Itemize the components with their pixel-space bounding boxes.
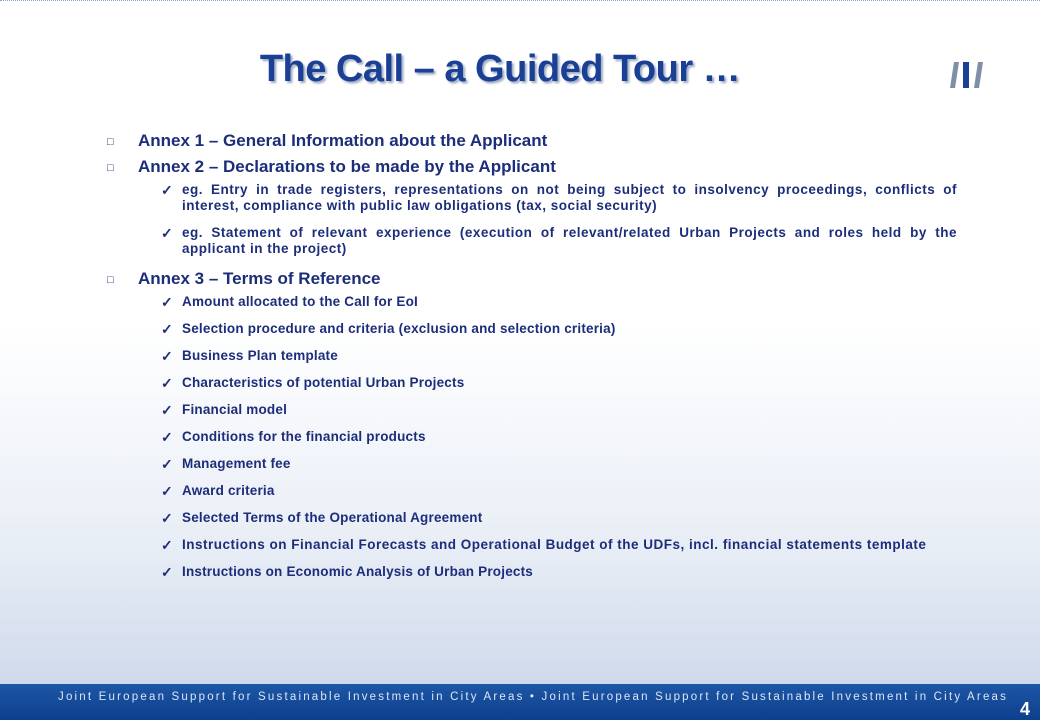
checkmark-icon: ✓ (161, 537, 174, 553)
list-item: ✓ Business Plan template (161, 348, 338, 364)
list-item: ✓ Characteristics of potential Urban Projects (161, 375, 465, 391)
annex-2-heading (105, 156, 957, 182)
checkmark-icon: ✓ (161, 321, 173, 337)
checkmark-icon: ✓ (161, 429, 173, 445)
list-item: ✓ Financial model (161, 402, 288, 418)
annex-1-heading (105, 130, 957, 156)
list-item: ✓ eg. Statement of relevant experience (execution of relevant/related Urban Projects and roles held by the applicant in the project) (161, 225, 957, 256)
footer-tagline: Joint European Support for Sustainable Investment in City Areas • Joint European Support for Sustainable Investment in City Areas (58, 691, 1009, 703)
checkmark-icon: ✓ (161, 182, 174, 198)
square-bullet-icon: □ (107, 162, 114, 174)
annex-2-label: Annex 2 – Declarations to be made by the Applicant (138, 157, 556, 176)
annex-1-label: Annex 1 – General Information about the Applicant (138, 131, 548, 150)
checkmark-icon: ✓ (161, 510, 173, 526)
checkmark-icon: ✓ (161, 456, 173, 472)
list-item: ✓ Management fee (161, 456, 291, 472)
list-item: ✓ Instructions on Financial Forecasts and Operational Budget of the UDFs, incl. financial statements template (161, 537, 927, 553)
page-number: 4 (1019, 699, 1030, 719)
checkmark-icon: ✓ (161, 375, 173, 391)
jessica-logo-icon (948, 58, 988, 92)
footer-bar (0, 684, 1040, 720)
checkmark-icon: ✓ (161, 483, 173, 499)
list-item: ✓ Award criteria (161, 483, 275, 499)
square-bullet-icon: □ (107, 136, 114, 148)
square-bullet-icon: □ (107, 274, 114, 286)
list-item: ✓ Selected Terms of the Operational Agreement (161, 510, 483, 526)
annex-3-label: Annex 3 – Terms of Reference (138, 269, 381, 288)
checkmark-icon: ✓ (161, 402, 173, 418)
annex-2-list (105, 182, 957, 257)
checkmark-icon: ✓ (161, 564, 173, 580)
list-item: ✓ Conditions for the financial products (161, 429, 426, 445)
annex-3-list (105, 294, 957, 580)
list-item: ✓ Instructions on Economic Analysis of Urban Projects (161, 564, 534, 580)
annex-3-heading (105, 268, 957, 294)
list-item: ✓ Selection procedure and criteria (exclusion and selection criteria) (161, 321, 616, 337)
checkmark-icon: ✓ (161, 294, 173, 310)
slide-title: The Call – a Guided Tour … (259, 48, 741, 90)
list-item: ✓ Amount allocated to the Call for EoI (161, 294, 418, 310)
checkmark-icon: ✓ (161, 225, 174, 241)
checkmark-icon: ✓ (161, 348, 173, 364)
top-dotted-rule (0, 0, 1040, 1)
slide-content (105, 130, 957, 591)
list-item: ✓ eg. Entry in trade registers, representations on not being subject to insolvency proceedings, conflicts of interest, compliance with public law obligations (tax, social security) (161, 182, 957, 213)
